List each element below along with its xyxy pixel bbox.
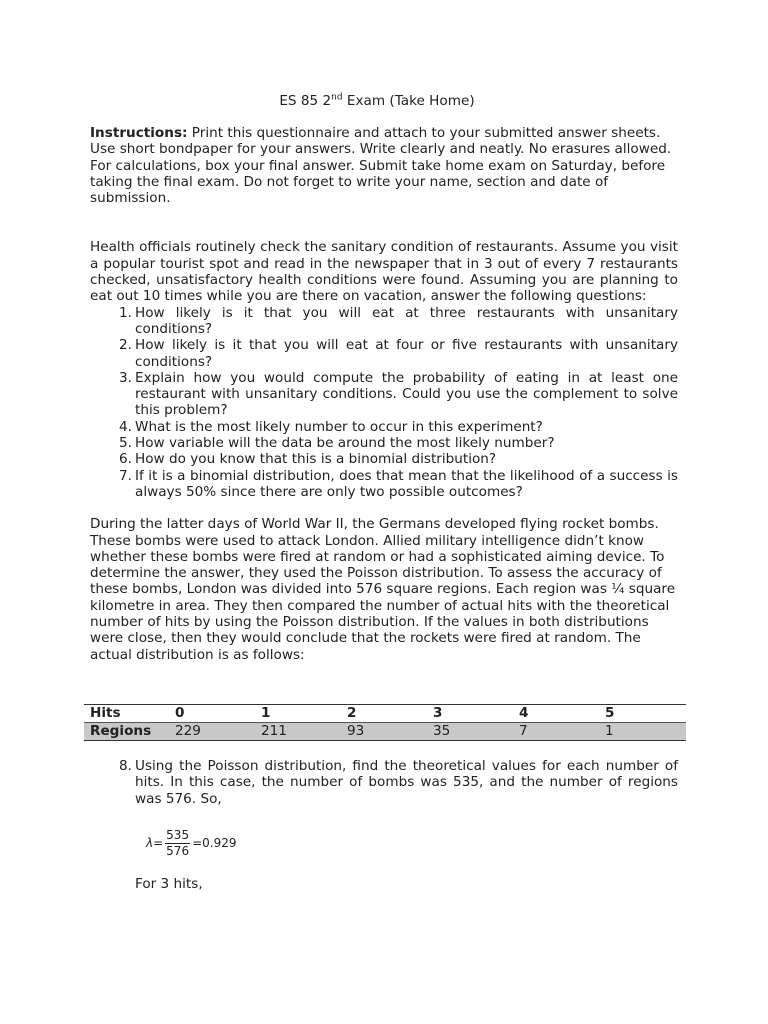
hits-header-row [84,705,686,723]
formula-result: =0.929 [192,835,237,850]
title-prefix: ES 85 2 [279,93,332,109]
question-number: 5. [119,435,132,452]
equals-sign: = [153,835,164,850]
question-text: How likely is it that you will eat at three restaurants with unsanitary conditions? [135,304,678,337]
question-item [90,451,678,467]
title-suffix: Exam (Take Home) [342,93,475,109]
exam-page [90,93,678,663]
instructions-label: Instructions: [90,125,188,141]
regions-row [84,723,686,741]
regions-cell: 93 [341,723,427,741]
instructions [90,125,678,206]
question-text: What is the most likely number to occur in this experiment? [135,418,543,435]
question-text: Explain how you would compute the probability of eating in at least one restaurant with unsanitary conditions. Could you use the complement to solve this problem? [135,369,678,419]
problem1-questions [90,305,678,501]
question-item [90,305,678,338]
fraction [165,828,190,859]
hits-cell: 1 [255,705,341,723]
regions-label: Regions [84,723,169,741]
question-8-list [90,758,678,807]
question-text: How variable will the data be around the most likely number? [135,435,555,452]
question-number: 1. [119,304,132,321]
question-number: 6. [119,451,132,468]
hits-cell: 4 [513,705,599,723]
lambda-formula [146,824,237,862]
question-item [90,370,678,419]
question-text: How likely is it that you will eat at four or five restaurants with unsanitary conditions? [135,337,678,370]
fraction-numerator: 535 [166,827,190,842]
question-number: 7. [119,467,132,484]
problem2-intro: During the latter days of World War II, the Germans developed flying rocket bombs. These bombs were used to attack London. Allied military intelligence didn’t know whether these bombs were fired at random or had a sophisticated aiming device. To determine the answer, they used the Poisson distribution. To assess the accuracy of these bombs, London was divided into 576 square regions. Each region was ¼ square kilometre in area. They then compared the number of actual hits with the theoretical number of hits by using the Poisson distribution. If the values in both distributions were close, then they would conclude that the rockets were fired at random. The actual distribution is as follows: [90,516,676,663]
question-item [90,435,678,451]
question-number: 2. [119,337,132,354]
hits-cell: 3 [427,705,513,723]
question-item [90,468,678,501]
question-item [90,419,678,435]
question-item [90,758,678,807]
question-number: 3. [119,369,132,386]
question-text: If it is a binomial distribution, does that mean that the likelihood of a success is always 50% since there are only two possible outcomes? [135,467,678,500]
question-item [90,337,678,370]
regions-cell: 211 [255,723,341,741]
regions-cell: 7 [513,723,599,741]
question-text: Using the Poisson distribution, find the theoretical values for each number of hits. In this case, the number of bombs was 535, and the number of regions was 576. So, [135,758,678,807]
regions-cell: 35 [427,723,513,741]
fraction-denominator: 576 [166,843,190,858]
hits-cell: 5 [599,705,686,723]
question-number: 4. [119,418,132,435]
regions-cell: 229 [169,723,255,741]
hits-cell: 2 [341,705,427,723]
hits-label: Hits [84,705,169,723]
problem1-intro: Health officials routinely check the sanitary condition of restaurants. Assume you visit a popular tourist spot and read in the newspaper that in 3 out of every 7 restaurants checked, unsatisfactory health conditions were found. Assuming you are planning to eat out 10 times while you are there on vacation, answer the following questions: [90,239,678,305]
for-3-hits-text: For 3 hits, [135,876,203,892]
page-title [90,93,678,109]
question-8 [90,758,678,807]
hits-cell: 0 [169,705,255,723]
question-text: How do you know that this is a binomial distribution? [135,451,497,468]
title-superscript: nd [331,92,343,103]
regions-cell: 1 [599,723,686,741]
question-number: 8. [119,758,132,774]
lambda-symbol: λ [146,835,154,850]
instructions-text: Print this questionnaire and attach to your submitted answer sheets. Use short bondpaper for your answers. Write clearly and neatly. No erasures allowed. For calculations, box your final answer. Submit take home exam on Saturday, before taking the final exam. Do not forget to write your name, section and date of submission. [90,125,672,207]
hits-table [84,704,686,741]
